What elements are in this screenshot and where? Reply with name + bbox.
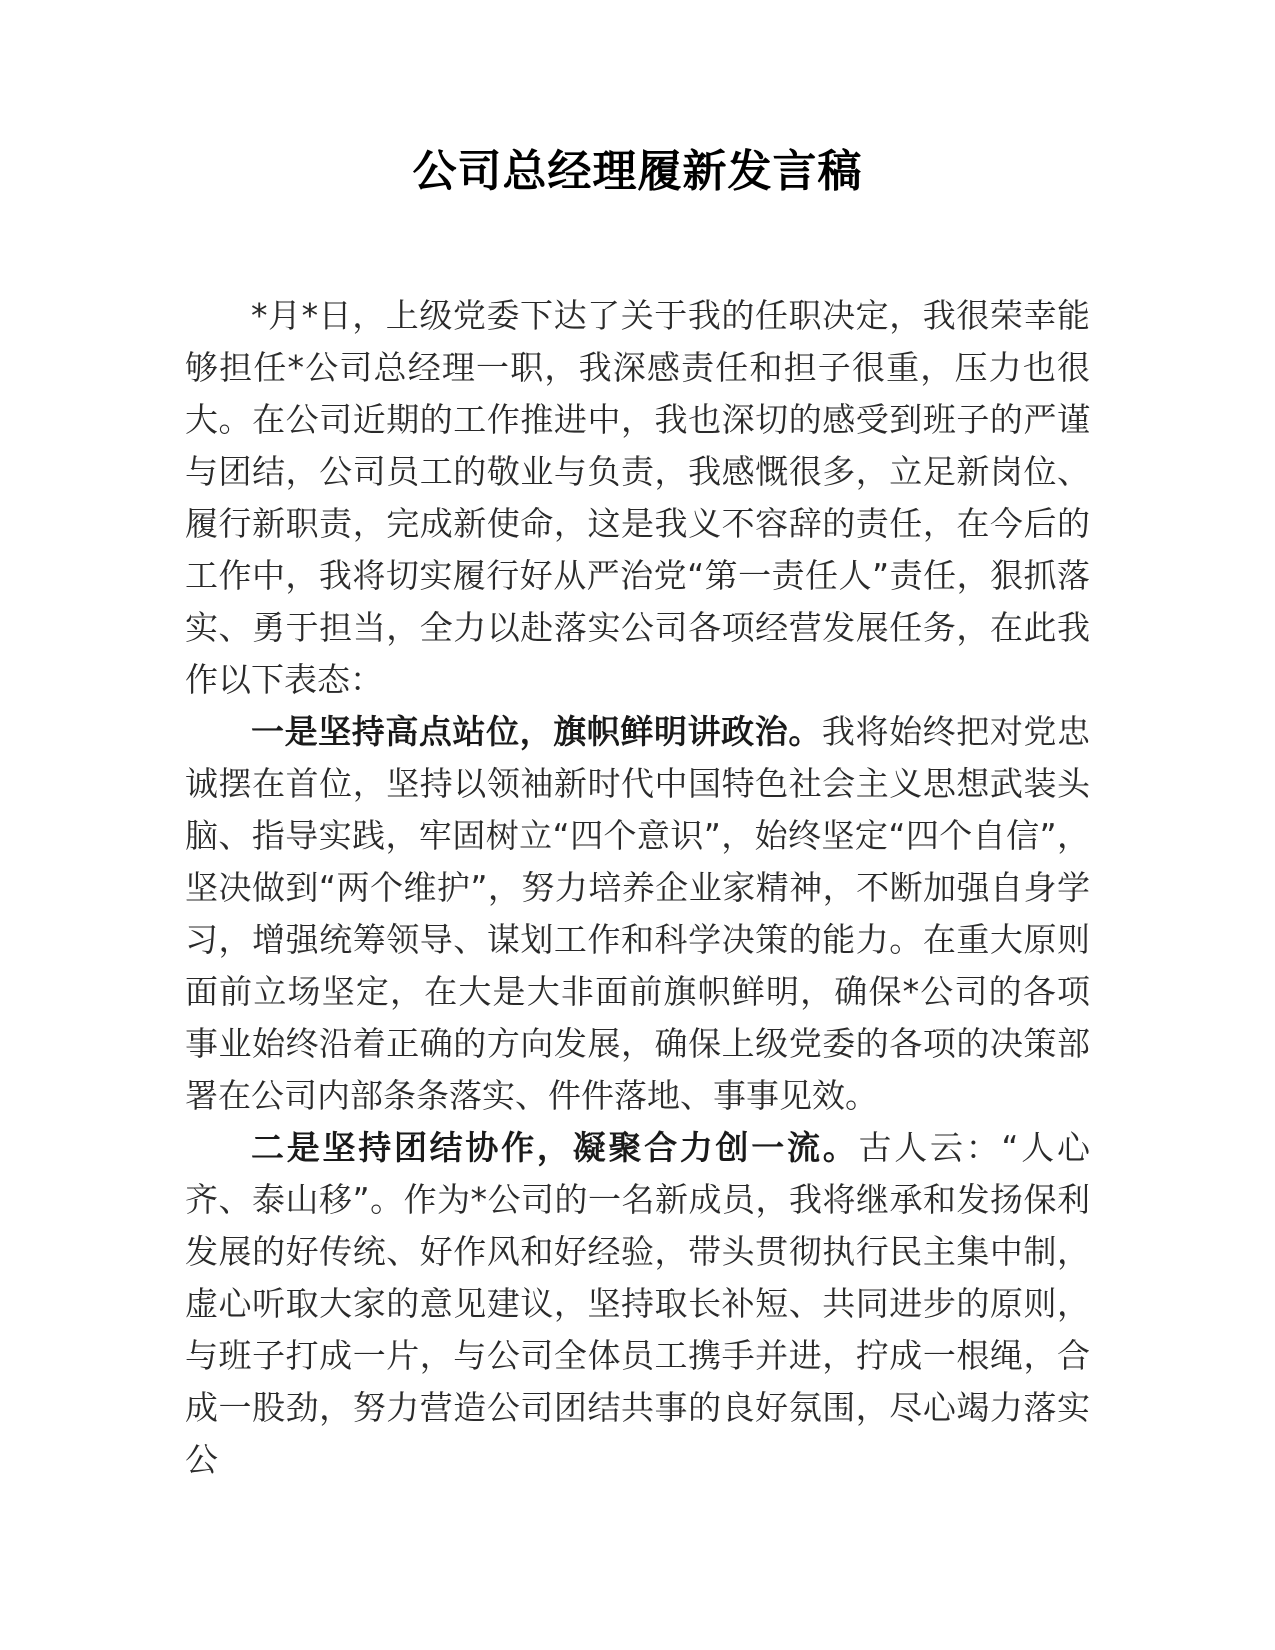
paragraph-point-two xyxy=(185,1122,1090,1486)
document-body xyxy=(185,290,1090,1486)
paragraph-text: *月*日，上级党委下达了关于我的任职决定，我很荣幸能够担任*公司总经理一职，我深感责任和担子很重，压力也很大。在公司近期的工作推进中，我也深切的感受到班子的严谨与团结，公司员工的敬业与负责，我感慨很多，立足新岗位、履行新职责，完成新使命，这是我义不容辞的责任，在今后的工作中，我将切实履行好从严治党“第一责任人”责任，狠抓落实、勇于担当，全力以赴落实公司各项经营发展任务，在此我作以下表态： xyxy=(185,296,1090,699)
document-title: 公司总经理履新发言稿 xyxy=(412,146,863,197)
paragraph-lead: 二是坚持团结协作，凝聚合力创一流。 xyxy=(251,1128,859,1167)
paragraph-lead: 一是坚持高点站位，旗帜鲜明讲政治。 xyxy=(251,712,822,751)
paragraph-point-one xyxy=(185,706,1090,1122)
paragraph-intro xyxy=(185,290,1090,706)
paragraph-text: 古人云：“人心齐、泰山移”。作为*公司的一名新成员，我将继承和发扬保利发展的好传统、好作风和好经验，带头贯彻执行民主集中制，虚心听取大家的意见建议，坚持取长补短、共同进步的原则，与班子打成一片，与公司全体员工携手并进，拧成一根绳，合成一股劲，努力营造公司团结共事的良好氛围，尽心竭力落实公 xyxy=(185,1128,1090,1479)
paragraph-text: 我将始终把对党忠诚摆在首位，坚持以领袖新时代中国特色社会主义思想武装头脑、指导实践，牢固树立“四个意识”，始终坚定“四个自信”，坚决做到“两个维护”，努力培养企业家精神，不断加强自身学习，增强统筹领导、谋划工作和科学决策的能力。在重大原则面前立场坚定，在大是大非面前旗帜鲜明，确保*公司的各项事业始终沿着正确的方向发展，确保上级党委的各项的决策部署在公司内部条条落实、件件落地、事事见效。 xyxy=(185,712,1091,1115)
